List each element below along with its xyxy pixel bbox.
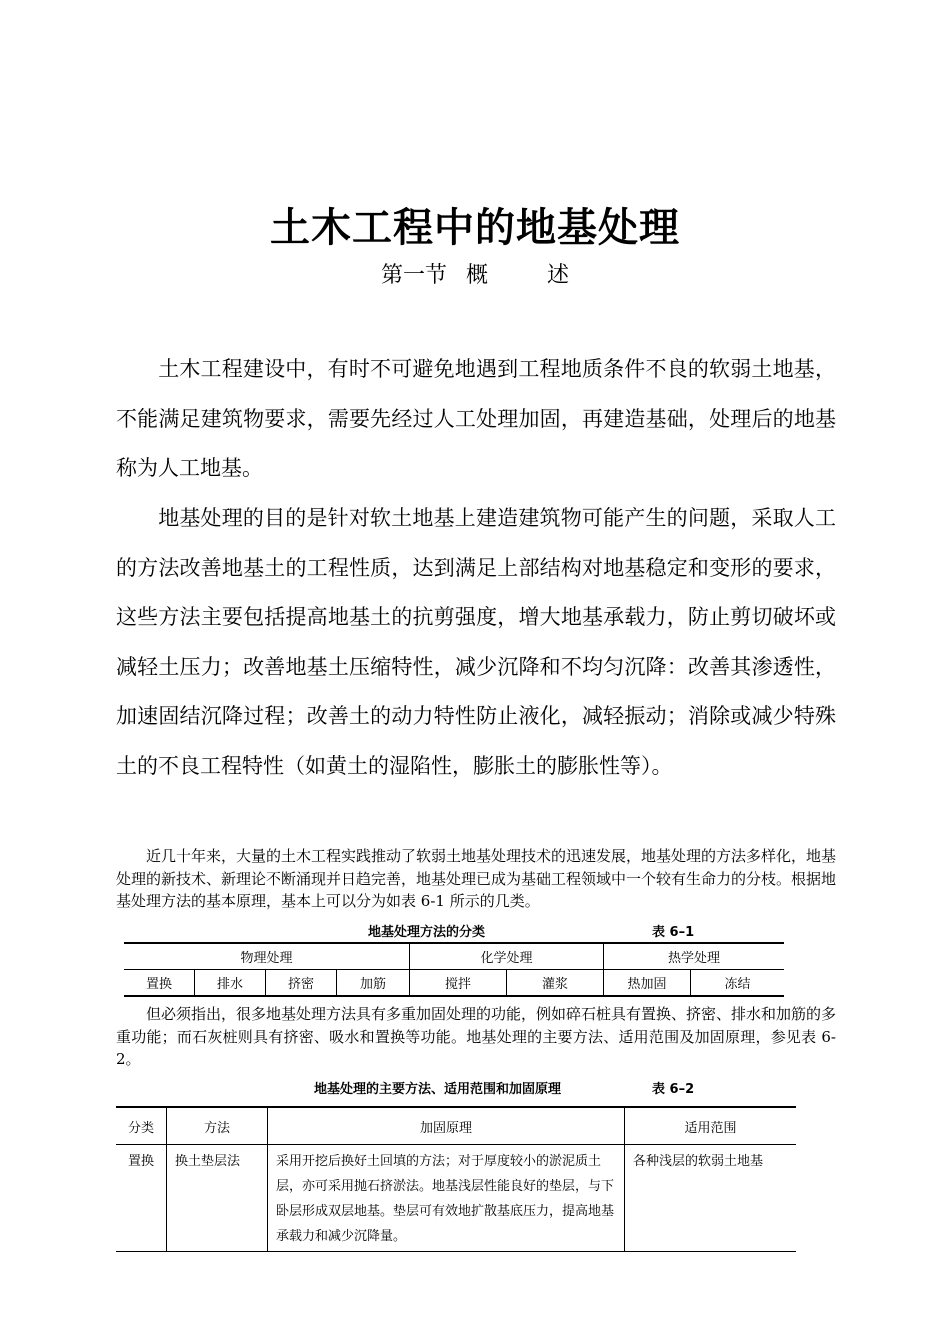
header-method: 方法: [167, 1107, 268, 1145]
paragraph-1: [116, 345, 836, 494]
paragraph-1-text: 土木工程建设中，有时不可避免地遇到工程地质条件不良的软弱土地基，不能满足建筑物要求，需要先经过人工处理加固，再建造基础，处理后的地基称为人工地基。: [116, 357, 836, 480]
paragraph-4-text: 但必须指出，很多地基处理方法具有多重加固处理的功能，例如碎石桩具有置换、挤密、排水和加筋的多重功能；而石灰桩则具有挤密、吸水和置换等功能。地基处理的主要方法、适用范围及加固原理，参见表 6-2。: [116, 1005, 837, 1068]
paragraph-2: [116, 494, 836, 791]
document-title: 土木工程中的地基处理: [270, 205, 680, 251]
row-scope: 各种浅层的软弱土地基: [625, 1145, 797, 1252]
row-method: 换土垫层法: [167, 1145, 268, 1252]
table2-number: 表 6–2: [652, 1082, 695, 1097]
row-principle: 采用开挖后换好土回填的方法；对于厚度较小的淤泥质土层，亦可采用抛石挤淤法。地基浅层性能良好的垫层，与下卧层形成双层地基。垫层可有效地扩散基底压力，提高地基承载力和减少沉降量。: [268, 1145, 625, 1252]
method-cell: 置换: [124, 970, 195, 997]
paragraph-2-text: 地基处理的目的是针对软土地基上建造建筑物可能产生的问题，采取人工的方法改善地基土的工程性质，达到满足上部结构对地基稳定和变形的要求，这些方法主要包括提高地基土的抗剪强度，增大地基承载力，防止剪切破坏或减轻土压力；改善地基土压缩特性，减少沉降和不均匀沉降：改善其渗透性，加速固结沉降过程；改善土的动力特性防止液化，减轻振动；消除或减少特殊土的不良工程特性（如黄土的湿陷性，膨胀土的膨胀性等）。: [116, 506, 836, 778]
group-chemical: 化学处理: [410, 943, 604, 970]
paragraph-4: [116, 1003, 836, 1071]
group-physical: 物理处理: [124, 943, 410, 970]
section-number: 第一节: [380, 263, 447, 288]
header-category: 分类: [116, 1107, 167, 1145]
table-row: [116, 1145, 796, 1252]
header-scope: 适用范围: [625, 1107, 797, 1145]
group-thermal: 热学处理: [604, 943, 785, 970]
section-heading: [0, 258, 950, 289]
paragraph-3: [116, 845, 836, 913]
header-principle: 加固原理: [268, 1107, 625, 1145]
method-cell: 冻结: [691, 970, 785, 997]
methods-table: [116, 1106, 796, 1252]
method-cell: 排水: [195, 970, 266, 997]
section-title-part2: 述: [547, 263, 570, 288]
section-title-part1: 概: [465, 263, 488, 288]
table2-caption: 地基处理的主要方法、适用范围和加固原理: [314, 1082, 562, 1097]
table1-caption: 地基处理方法的分类: [368, 925, 486, 940]
method-cell: 灌浆: [507, 970, 604, 997]
method-cell: 搅拌: [410, 970, 507, 997]
paragraph-3-text: 近几十年来，大量的土木工程实践推动了软弱土地基处理技术的迅速发展，地基处理的方法多样化，地基处理的新技术、新理论不断涌现并日趋完善，地基处理已成为基础工程领域中一个较有生命力的分枝。根据地基处理方法的基本原理，基本上可以分为如表 6-1 所示的几类。: [116, 847, 837, 910]
classification-table: [124, 942, 784, 997]
method-cell: 挤密: [266, 970, 337, 997]
row-category: 置换: [116, 1145, 167, 1252]
method-cell: 热加固: [604, 970, 691, 997]
method-cell: 加筋: [337, 970, 410, 997]
table1-number: 表 6–1: [652, 925, 695, 940]
